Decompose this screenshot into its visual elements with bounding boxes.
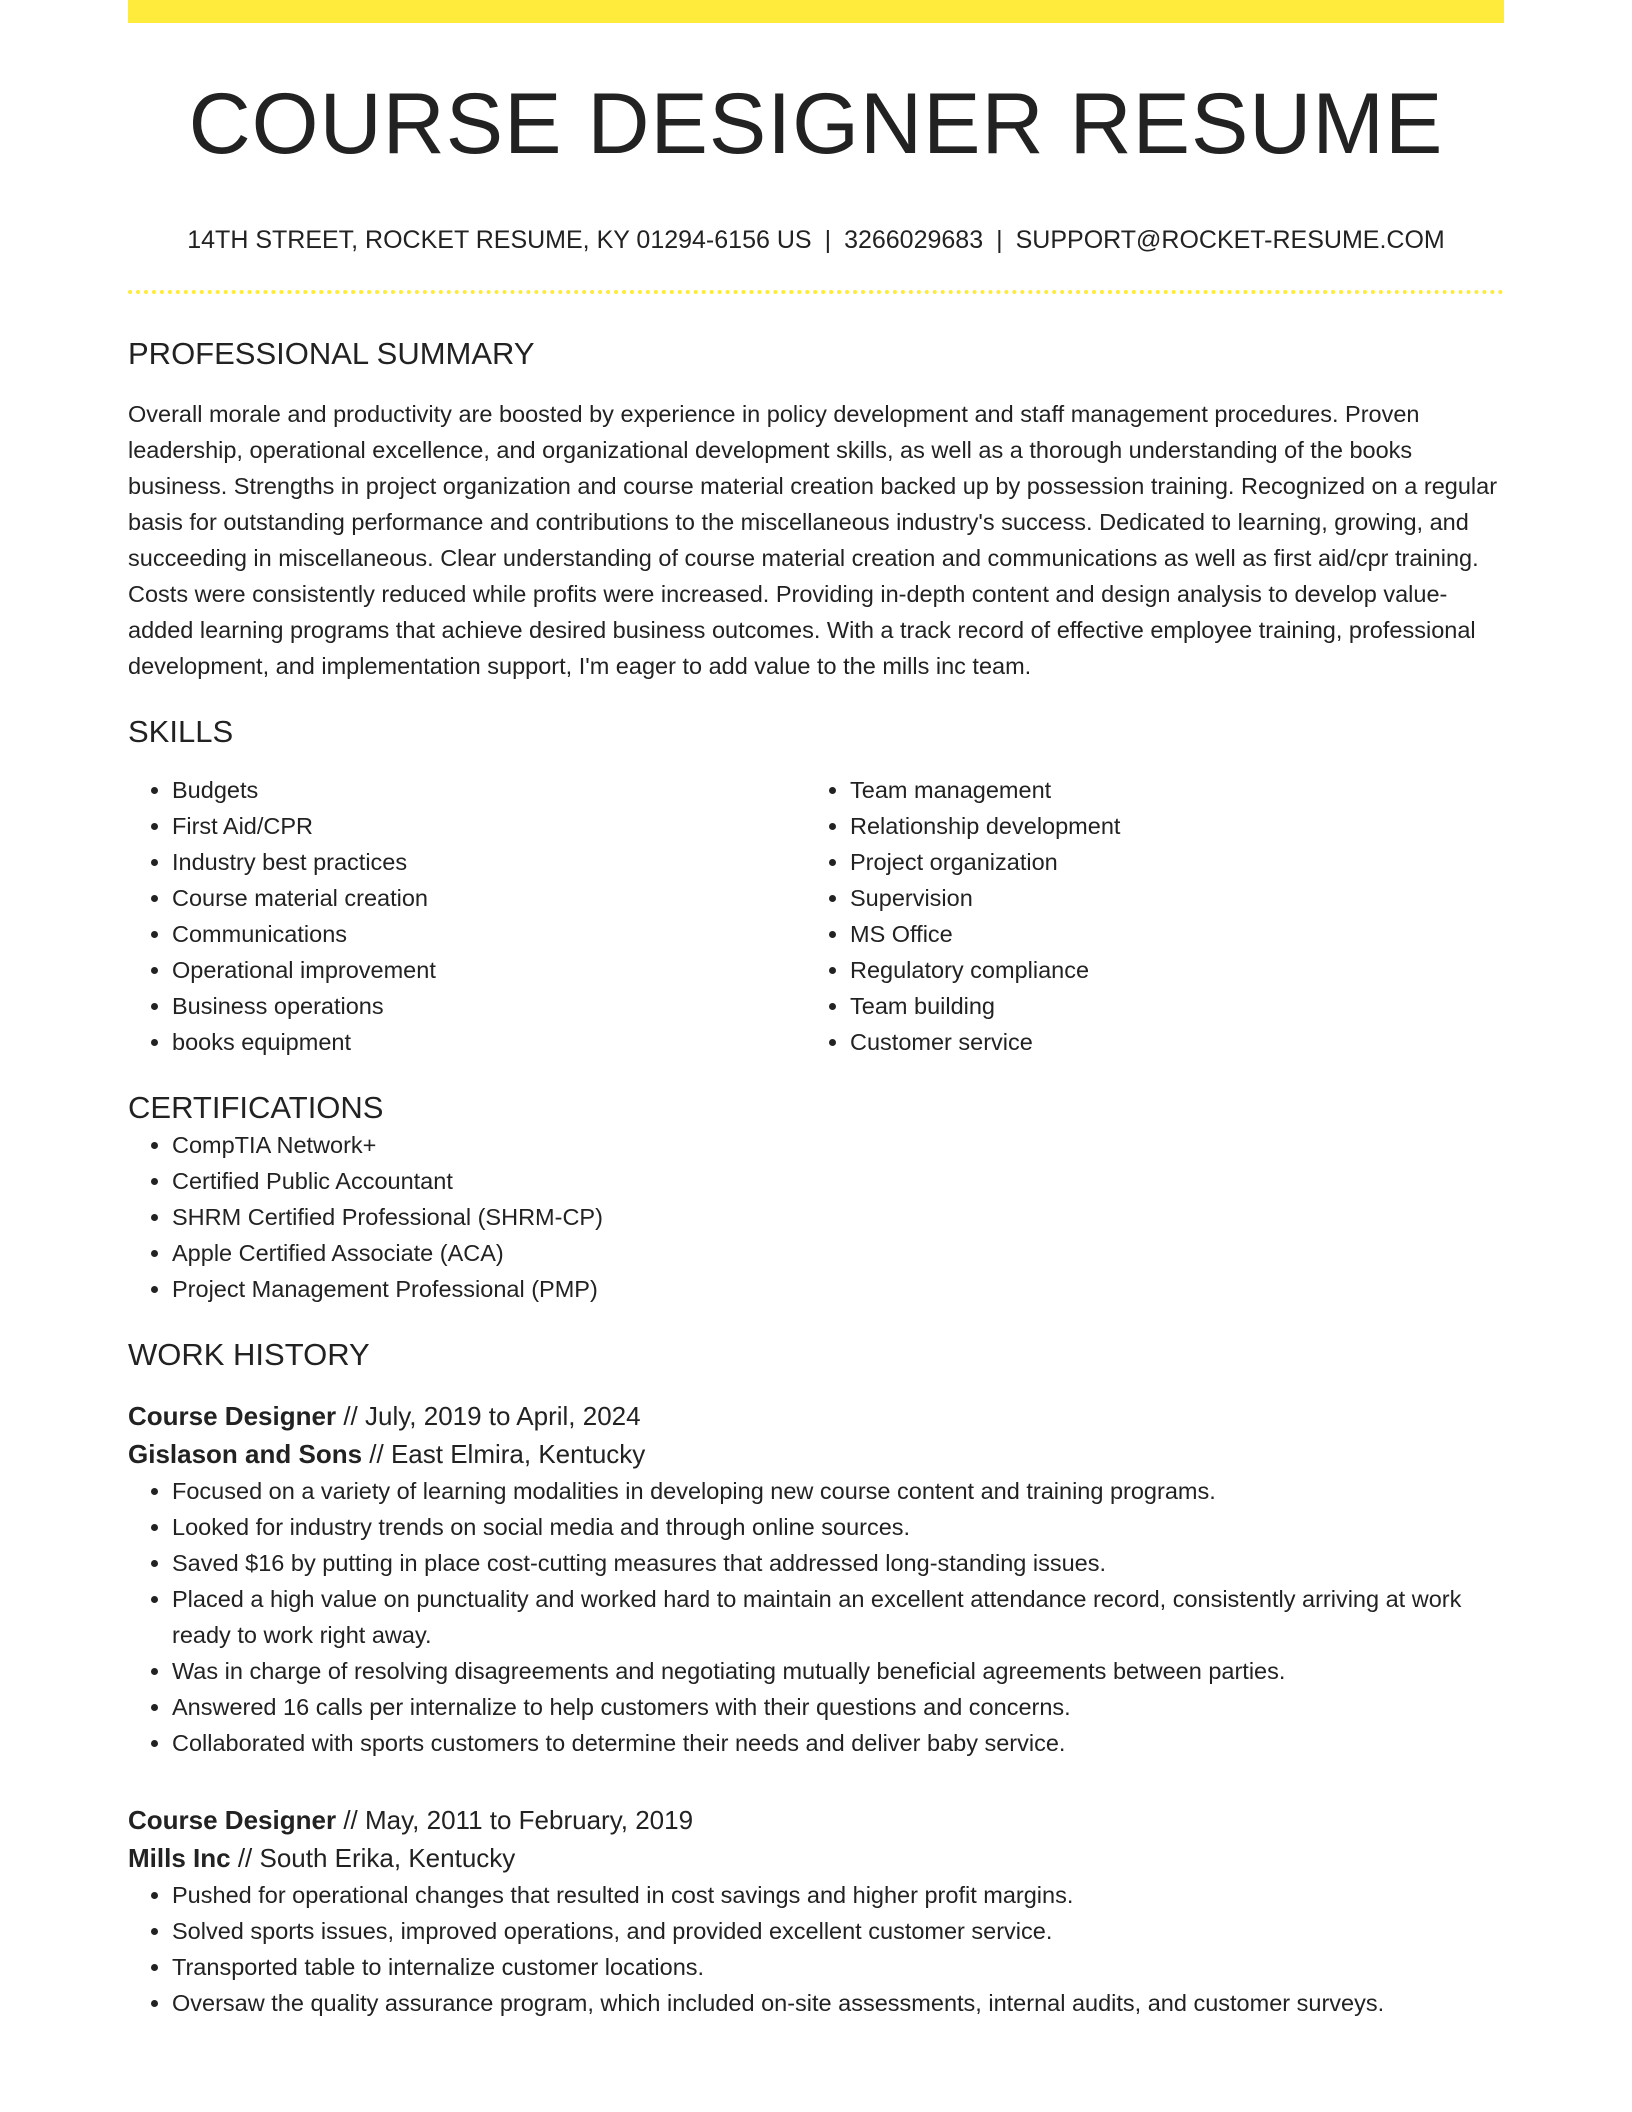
skills-heading: SKILLS (128, 714, 234, 750)
skill-item: • Business operations (172, 988, 806, 1024)
skill-item: • MS Office (850, 916, 1484, 952)
skill-item: • First Aid/CPR (172, 808, 806, 844)
job-bullet: • Saved $16 by putting in place cost-cutting measures that addressed long-standing issues. (172, 1545, 1504, 1581)
skill-item: • Team management (850, 772, 1484, 808)
job-title-line (128, 1801, 1504, 1839)
job-title: Course Designer (128, 1804, 337, 1835)
summary-heading: PROFESSIONAL SUMMARY (128, 336, 535, 371)
job-dates: // July, 2019 to April, 2024 (343, 1400, 641, 1431)
job-company-line (128, 1839, 1504, 1877)
skill-item: • Industry best practices (172, 844, 806, 880)
skills-left-column (128, 772, 806, 1060)
skill-item: • Customer service (850, 1024, 1484, 1060)
certification-item: • Certified Public Accountant (172, 1163, 1504, 1199)
contact-email: SUPPORT@ROCKET-RESUME.COM (1015, 226, 1445, 254)
certifications-list (128, 1127, 1504, 1307)
job-location: // South Erika, Kentucky (237, 1842, 516, 1873)
job-bullet: • Oversaw the quality assurance program, which included on-site assessments, internal audits, and customer surveys. (172, 1985, 1504, 2021)
skill-item: • Project organization (850, 844, 1484, 880)
work-history-heading: WORK HISTORY (128, 1336, 370, 1372)
skill-item: • Relationship development (850, 808, 1484, 844)
job-dates: // May, 2011 to February, 2019 (343, 1804, 694, 1835)
job-bullet: • Was in charge of resolving disagreements and negotiating mutually beneficial agreements between parties. (172, 1653, 1504, 1689)
summary-text: Overall morale and productivity are boosted by experience in policy development and staff management procedures. Proven leadership, operational excellence, and organizational development skills, as well as a thorough understanding of the books business. Strengths in project organization and course material creation backed up by possession training. Recognized on a regular basis for outstanding performance and contributions to the miscellaneous industry's success. Dedicated to learning, growing, and succeeding in miscellaneous. Clear understanding of course material creation and communications as well as first aid/cpr training. Costs were consistently reduced while profits were increased. Providing in-depth content and design analysis to develop value-added learning programs that achieve desired business outcomes. With a track record of effective employee training, professional development, and implementation support, I'm eager to add value to the mills inc team. (128, 401, 1498, 680)
skills-grid (128, 772, 1504, 1060)
resume-title: COURSE DESIGNER RESUME (188, 76, 1444, 172)
skill-item: • Budgets (172, 772, 806, 808)
skill-item: • Supervision (850, 880, 1484, 916)
certifications-heading: CERTIFICATIONS (128, 1090, 384, 1126)
contact-separator: | (824, 226, 832, 254)
skill-item: • Communications (172, 916, 806, 952)
job-bullet: • Focused on a variety of learning modalities in developing new course content and training programs. (172, 1473, 1504, 1509)
job-entry (128, 1801, 1504, 2021)
skills-right-column (806, 772, 1484, 1060)
job-company: Gislason and Sons (128, 1438, 363, 1469)
job-title-line (128, 1397, 1504, 1435)
skill-item: • Team building (850, 988, 1484, 1024)
resume-page (128, 0, 1504, 2021)
job-bullet: • Transported table to internalize customer locations. (172, 1949, 1504, 1985)
contact-separator: | (996, 226, 1003, 254)
job-bullets (128, 1473, 1504, 1761)
job-bullet: • Placed a high value on punctuality and worked hard to maintain an excellent attendance record, consistently arriving at work ready to work right away. (172, 1581, 1504, 1653)
skills-left-list (128, 772, 806, 1060)
job-bullet: • Solved sports issues, improved operations, and provided excellent customer service. (172, 1913, 1504, 1949)
skills-right-list (806, 772, 1484, 1060)
certification-item: • SHRM Certified Professional (SHRM-CP) (172, 1199, 1504, 1235)
skill-item: • Regulatory compliance (850, 952, 1484, 988)
job-bullets (128, 1877, 1504, 2021)
job-company-line (128, 1435, 1504, 1473)
top-accent-bar (128, 0, 1504, 23)
job-location: // East Elmira, Kentucky (369, 1438, 646, 1469)
work-history-list (128, 1397, 1504, 2021)
job-company: Mills Inc (128, 1842, 231, 1873)
job-title: Course Designer (128, 1400, 337, 1431)
certification-item: • Apple Certified Associate (ACA) (172, 1235, 1504, 1271)
contact-address: 14TH STREET, ROCKET RESUME, KY 01294-6156 US (187, 226, 812, 254)
job-bullet: • Collaborated with sports customers to determine their needs and deliver baby service. (172, 1725, 1504, 1761)
contact-info (128, 225, 1504, 255)
job-bullet: • Looked for industry trends on social media and through online sources. (172, 1509, 1504, 1545)
contact-phone: 3266029683 (844, 226, 984, 254)
job-entry (128, 1397, 1504, 1761)
certification-item: • CompTIA Network+ (172, 1127, 1504, 1163)
skill-item: • Operational improvement (172, 952, 806, 988)
skill-item: • books equipment (172, 1024, 806, 1060)
job-bullet: • Pushed for operational changes that resulted in cost savings and higher profit margins. (172, 1877, 1504, 1913)
certification-item: • Project Management Professional (PMP) (172, 1271, 1504, 1307)
header-divider (128, 290, 1504, 294)
job-bullet: • Answered 16 calls per internalize to help customers with their questions and concerns. (172, 1689, 1504, 1725)
skill-item: • Course material creation (172, 880, 806, 916)
